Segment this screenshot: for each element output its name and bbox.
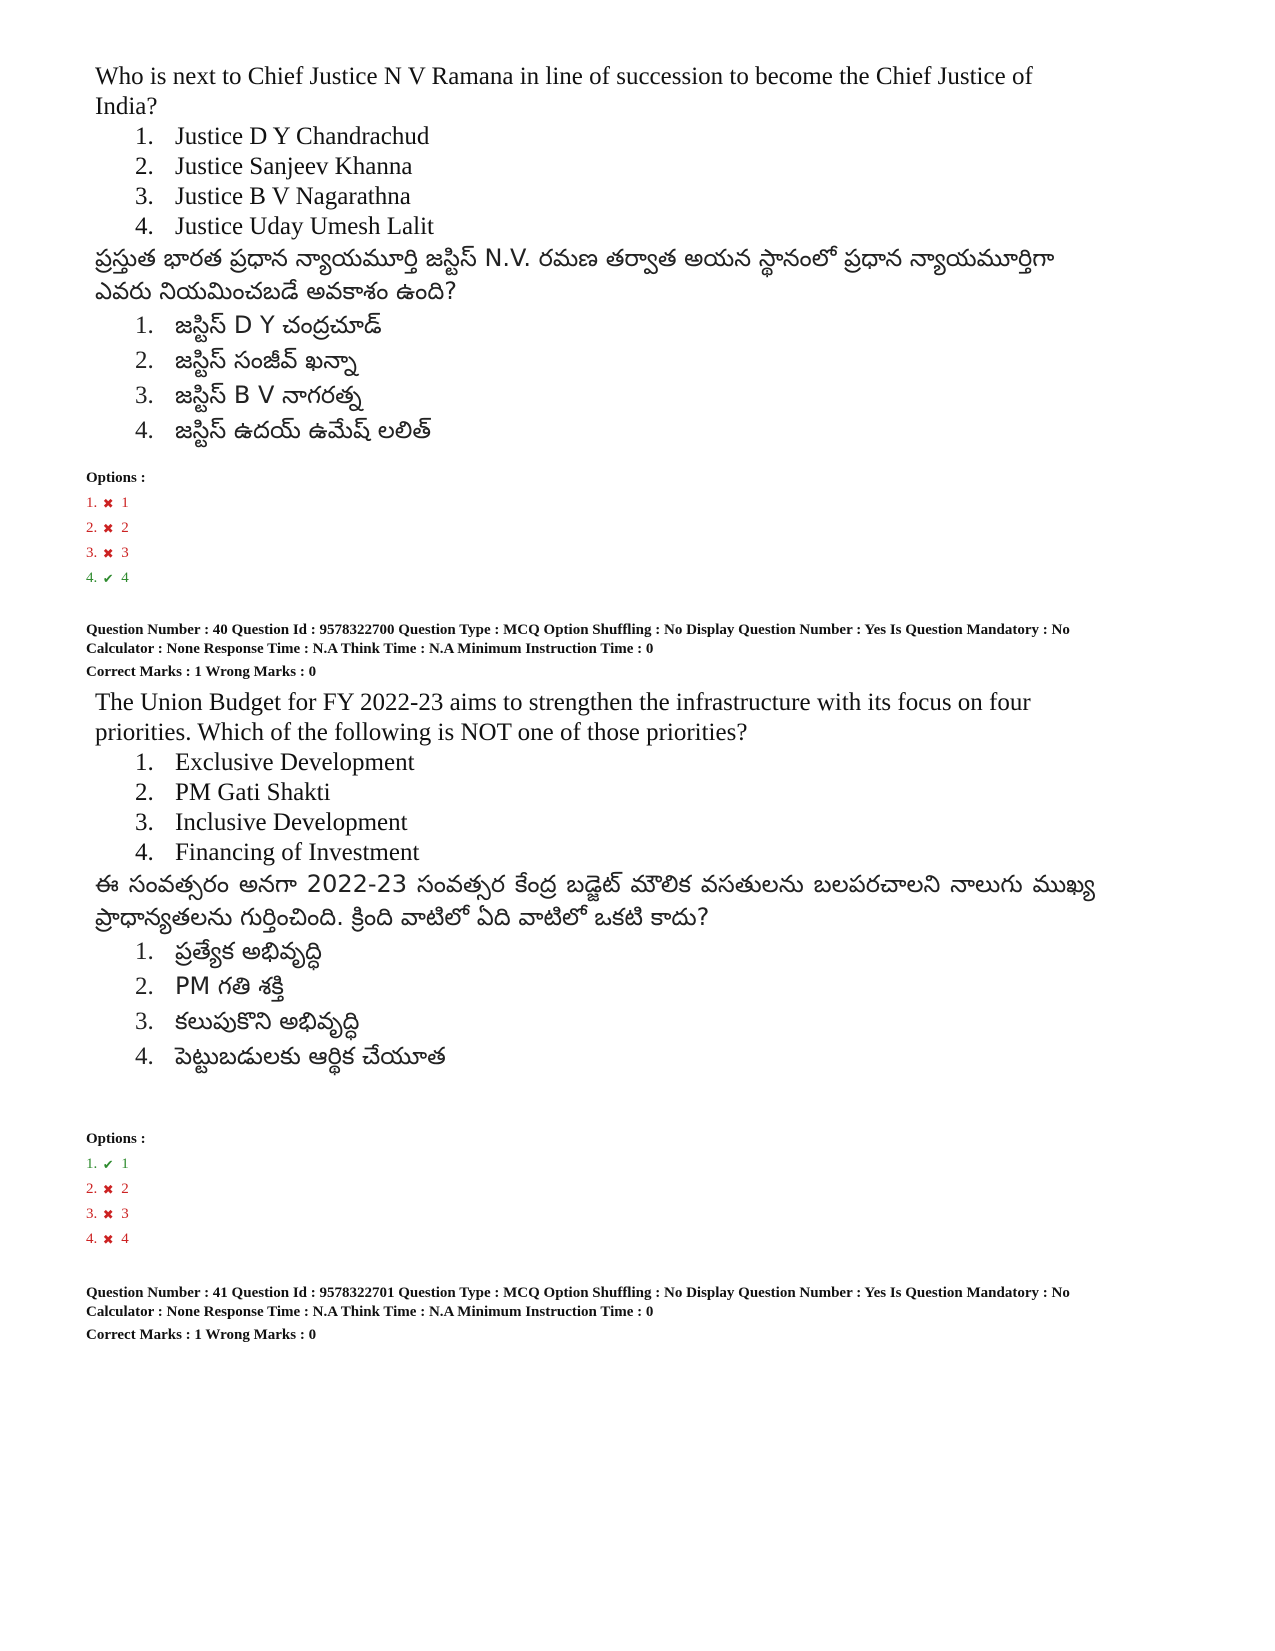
question-40: [95, 688, 1095, 1074]
choice-item: 3. Justice B V Nagarathna: [135, 183, 411, 210]
option-item: 4. ✔ 4: [86, 566, 146, 591]
choices-en: [95, 122, 1095, 242]
question-text-en: Who is next to Chief Justice N V Ramana in line of succession to become the Chief Justice of India?: [95, 63, 1033, 120]
choice-item: 4. Justice Uday Umesh Lalit: [135, 213, 434, 240]
options-label: Options :: [86, 1131, 146, 1147]
choice-item: 1. Justice D Y Chandrachud: [135, 123, 430, 150]
choices-en: [95, 748, 1095, 868]
question-39: [95, 62, 1095, 448]
option-item: 3. ✖ 3: [86, 541, 146, 566]
option-item: 4. ✖ 4: [86, 1227, 146, 1252]
marks-line: Correct Marks : 1 Wrong Marks : 0: [86, 1327, 317, 1343]
question-text-te: ఈ సంవత్సరం అనగా 2022-23 సంవత్సర కేంద్ర బడ్జెట్ మౌలిక వసతులను బలపరచాలని నాలుగు ముఖ్య ప్రాధాన్యతలను గుర్తించింది. క్రింది వాటిలో ఏది వాటిలో ఒకటి కాదు?: [95, 870, 1095, 931]
choice-item: 3. జస్టిస్ B V నాగరత్న: [135, 381, 362, 409]
question-text-te: ప్రస్తుత భారత ప్రధాన న్యాయమూర్తి జస్టిస్ N.V. రమణ తర్వాత అయన స్థానంలో ప్రధాన న్యాయమూర్తిగా ఎవరు నియమించబడే అవకాశం ఉంది?: [95, 244, 1055, 305]
options-label: Options :: [86, 470, 146, 486]
cross-icon: ✖: [102, 1232, 114, 1247]
choice-item: 1. ప్రత్యేక అభివృద్ధి: [135, 937, 322, 965]
choice-item: 4. పెట్టుబడులకు ఆర్థిక చేయూత: [135, 1042, 446, 1070]
question-text-en: The Union Budget for FY 2022-23 aims to strengthen the infrastructure with its focus on four priorities. Which of the following is NOT one of those priorities?: [95, 689, 1031, 746]
cross-icon: ✖: [102, 521, 114, 536]
choice-item: 4. Financing of Investment: [135, 839, 420, 866]
options-list-39: [86, 466, 146, 591]
option-item: 2. ✖ 2: [86, 516, 146, 541]
choice-item: 4. జస్టిస్ ఉదయ్ ఉమేష్ లలిత్: [135, 416, 432, 444]
choice-item: 3. Inclusive Development: [135, 809, 408, 836]
choices-te: [95, 308, 1095, 448]
options-list-40: [86, 1127, 146, 1252]
option-item: 2. ✖ 2: [86, 1177, 146, 1202]
meta-line: Question Number : 41 Question Id : 9578322701 Question Type : MCQ Option Shuffling : No Display Question Number : Yes Is Question Mandatory : No: [86, 1285, 1070, 1301]
choice-item: 1. Exclusive Development: [135, 749, 415, 776]
question-meta-40: [86, 621, 1206, 682]
cross-icon: ✖: [102, 1207, 114, 1222]
choice-item: 3. కలుపుకొని అభివృద్ధి: [135, 1007, 360, 1035]
check-icon: ✔: [102, 571, 114, 586]
option-item: 1. ✔ 1: [86, 1152, 146, 1177]
option-item: 1. ✖ 1: [86, 491, 146, 516]
choice-item: 2. PM Gati Shakti: [135, 779, 331, 806]
marks-line: Correct Marks : 1 Wrong Marks : 0: [86, 664, 317, 680]
choice-item: 1. జస్టిస్ D Y చంద్రచూడ్: [135, 311, 382, 339]
cross-icon: ✖: [102, 1182, 114, 1197]
meta-line: Calculator : None Response Time : N.A Think Time : N.A Minimum Instruction Time : 0: [86, 1304, 654, 1320]
check-icon: ✔: [102, 1157, 114, 1172]
cross-icon: ✖: [102, 546, 114, 561]
choice-item: 2. జస్టిస్ సంజీవ్ ఖన్నా: [135, 346, 357, 374]
choice-item: 2. PM గతి శక్తి: [135, 972, 284, 1000]
meta-line: Question Number : 40 Question Id : 9578322700 Question Type : MCQ Option Shuffling : No Display Question Number : Yes Is Question Mandatory : No: [86, 622, 1070, 638]
question-meta-41: [86, 1284, 1206, 1345]
option-item: 3. ✖ 3: [86, 1202, 146, 1227]
meta-line: Calculator : None Response Time : N.A Think Time : N.A Minimum Instruction Time : 0: [86, 641, 654, 657]
cross-icon: ✖: [102, 496, 114, 511]
choices-te: [95, 934, 1095, 1074]
choice-item: 2. Justice Sanjeev Khanna: [135, 153, 413, 180]
